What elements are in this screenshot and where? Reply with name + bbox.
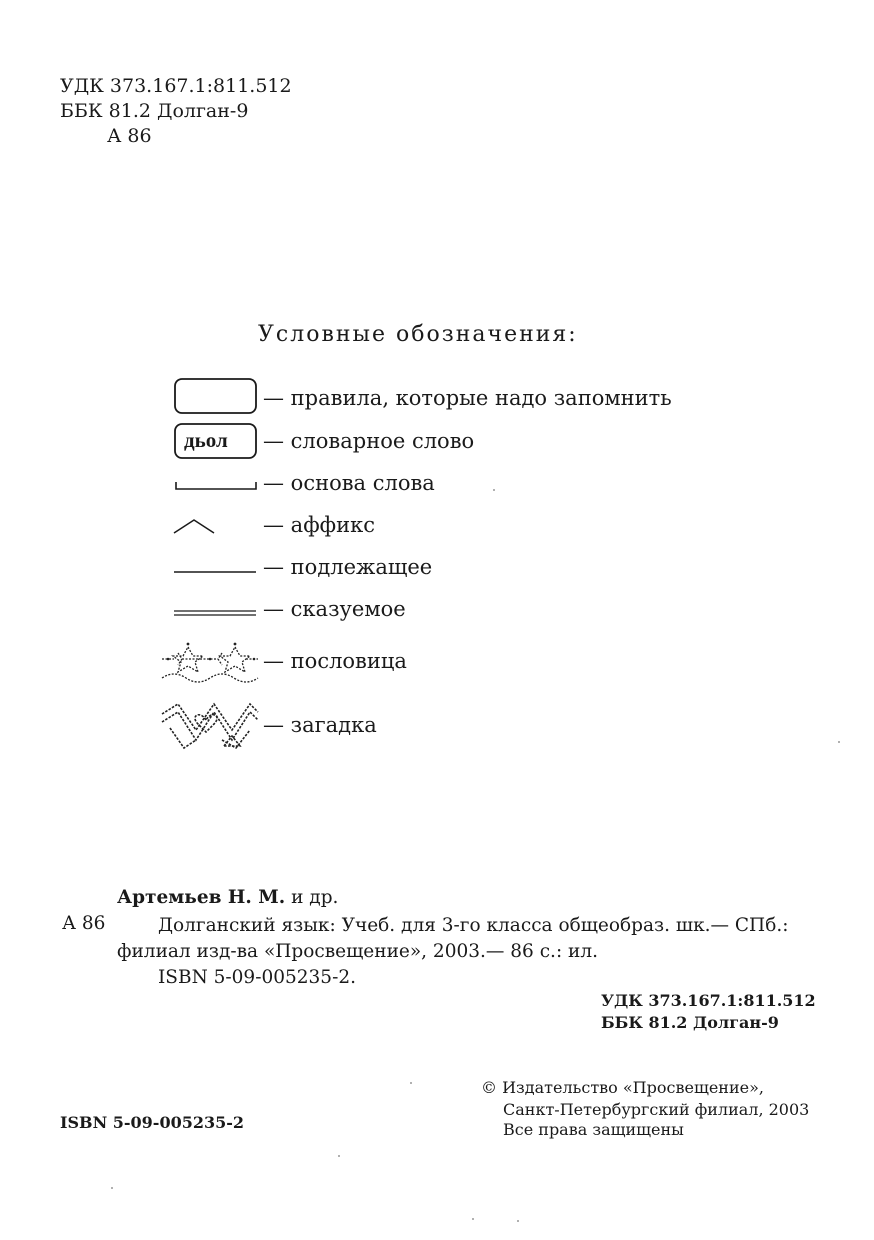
- card-author: [117, 885, 338, 911]
- legend-text-rule: — правила, которые надо запомнить: [263, 386, 672, 410]
- legend-item-dictionary-word: [160, 420, 760, 460]
- copyright-line-2: Санкт-Петербургский филиал, 2003: [503, 1100, 810, 1119]
- card-code: А 86: [62, 913, 106, 934]
- predicate-double-line-icon: [160, 594, 260, 634]
- scan-speck: [493, 489, 495, 491]
- footer-isbn: ISBN 5-09-005235-2: [60, 1113, 245, 1132]
- legend-text-stem: — основа слова: [263, 471, 435, 495]
- legend-text-subject: — подлежащее: [263, 555, 433, 579]
- card-bbk: ББК 81.2 Долган-9: [601, 1013, 779, 1032]
- card-author-name: Артемьев Н. М.: [117, 887, 286, 908]
- legend-item-riddle: [160, 700, 760, 752]
- card-line-2: филиал изд-ва «Просвещение», 2003.— 86 с.: ил.: [117, 941, 599, 962]
- legend-text-riddle: — загадка: [263, 713, 377, 737]
- scan-speck: [338, 1155, 340, 1157]
- legend-item-subject: [160, 552, 760, 592]
- copyright-line-3: Все права защищены: [503, 1120, 684, 1139]
- scan-speck: [410, 1082, 412, 1084]
- author-code-header: А 86: [107, 125, 152, 147]
- dictionary-word-sample: дьол: [184, 428, 228, 452]
- subject-line-icon: [160, 552, 260, 592]
- proverb-ornament-icon: [160, 640, 260, 686]
- legend-text-affix: — аффикс: [263, 513, 375, 537]
- card-isbn: ISBN 5-09-005235-2.: [158, 967, 356, 988]
- legend-text-proverb: — пословица: [263, 649, 407, 673]
- legend-text-predicate: — сказуемое: [263, 597, 406, 621]
- scan-speck: [838, 741, 840, 743]
- udk-header: УДК 373.167.1:811.512: [60, 75, 292, 97]
- legend-item-predicate: [160, 594, 760, 634]
- bbk-header: ББК 81.2 Долган-9: [60, 100, 249, 122]
- riddle-ornament-icon: [160, 700, 260, 752]
- copyright-line-1: © Издательство «Просвещение»,: [481, 1078, 764, 1097]
- card-line-1: Долганский язык: Учеб. для 3-го класса общеобраз. шк.— СПб.:: [158, 915, 789, 936]
- legend-item-affix: [160, 510, 760, 550]
- legend-item-proverb: [160, 640, 760, 686]
- word-stem-bracket-icon: [160, 468, 260, 508]
- rule-box-icon: [160, 377, 260, 417]
- legend-title: Условные обозначения:: [258, 322, 578, 347]
- affix-caret-icon: [160, 510, 260, 550]
- scan-speck: [517, 1220, 519, 1222]
- card-author-rest: и др.: [285, 887, 339, 908]
- legend-item-stem: [160, 468, 760, 508]
- legend-text-dictionary-word: — словарное слово: [263, 429, 475, 453]
- scan-speck: [472, 1218, 474, 1220]
- scan-speck: [111, 1187, 113, 1189]
- card-udk: УДК 373.167.1:811.512: [601, 991, 816, 1010]
- legend-item-rule: [160, 377, 760, 417]
